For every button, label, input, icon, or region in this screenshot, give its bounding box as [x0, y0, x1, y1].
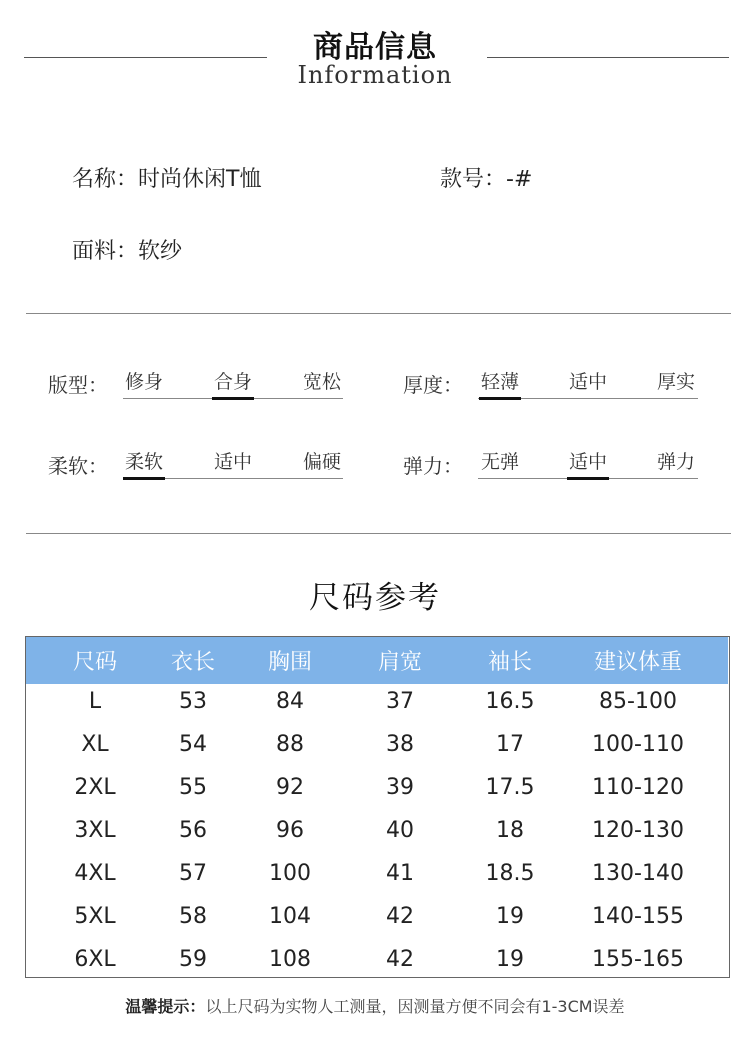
table-cell: XL: [81, 732, 109, 757]
table-cell: L: [88, 689, 102, 714]
attr-option: 适中: [568, 371, 607, 393]
table-cell: 42: [386, 947, 414, 972]
table-cell: 84: [276, 689, 304, 714]
product-name: 名称：时尚休闲T恤: [72, 167, 262, 192]
attr-option: 弹力: [656, 451, 695, 473]
column-header: 建议体重: [593, 650, 682, 675]
column-header: 袖长: [487, 650, 532, 675]
table-cell: 56: [179, 818, 207, 843]
table-cell: 53: [179, 689, 207, 714]
table-cell: 59: [179, 947, 207, 972]
column-header: 肩宽: [377, 650, 422, 675]
size-table-header: [26, 637, 728, 684]
table-cell: 85-100: [599, 689, 677, 714]
attr-label-fit: 版型：: [48, 373, 108, 397]
table-cell: 39: [386, 775, 414, 800]
attr-option: 宽松: [302, 371, 341, 393]
attr-label-elasticity: 弹力：: [403, 454, 463, 478]
table-cell: 17.5: [485, 775, 535, 800]
table-cell: 58: [179, 904, 207, 929]
size-chart-title: 尺码参考: [309, 580, 441, 616]
table-cell: 37: [386, 689, 414, 714]
table-cell: 88: [276, 732, 304, 757]
table-cell: 54: [179, 732, 207, 757]
note-label: 温馨提示：: [125, 997, 206, 1016]
table-cell: 19: [496, 947, 524, 972]
table-cell: 5XL: [74, 904, 116, 929]
table-cell: 92: [276, 775, 304, 800]
attr-option: 适中: [213, 451, 252, 473]
size-table: [25, 636, 730, 978]
table-cell: 2XL: [74, 775, 116, 800]
table-cell: 110-120: [592, 775, 684, 800]
attr-selected-marker: [479, 397, 521, 400]
attr-option: 轻薄: [480, 371, 519, 393]
attr-option: 无弹: [480, 451, 519, 473]
attr-option: 厚实: [656, 371, 695, 393]
table-cell: 100: [269, 861, 311, 886]
table-cell: 41: [386, 861, 414, 886]
table-cell: 18.5: [485, 861, 535, 886]
style-number: 款号：-#: [440, 167, 533, 192]
table-cell: 18: [496, 818, 524, 843]
attr-option: 修身: [124, 371, 163, 393]
fabric: 面料：软纱: [72, 239, 183, 264]
table-cell: 6XL: [74, 947, 116, 972]
attr-label-thickness: 厚度：: [403, 373, 463, 397]
column-header: 胸围: [267, 650, 312, 675]
table-cell: 57: [179, 861, 207, 886]
column-header: 尺码: [72, 650, 117, 675]
size-note: [0, 994, 750, 1017]
note-text: 以上尺码为实物人工测量，因测量方便不同会有1-3CM误差: [205, 997, 625, 1016]
table-cell: 108: [269, 947, 311, 972]
table-cell: 130-140: [592, 861, 684, 886]
table-cell: 42: [386, 904, 414, 929]
attr-option: 适中: [568, 451, 607, 473]
section-subtitle-information: Information: [297, 61, 453, 89]
attr-label-softness: 柔软：: [48, 454, 108, 478]
table-cell: 100-110: [592, 732, 684, 757]
column-header: 衣长: [170, 650, 215, 675]
table-cell: 140-155: [592, 904, 684, 929]
attr-selected-marker: [567, 477, 609, 480]
table-cell: 38: [386, 732, 414, 757]
table-cell: 17: [496, 732, 524, 757]
table-cell: 55: [179, 775, 207, 800]
table-cell: 3XL: [74, 818, 116, 843]
attr-selected-marker: [123, 477, 165, 480]
attr-option: 合身: [213, 371, 252, 393]
attr-option: 柔软: [124, 451, 163, 473]
table-cell: 104: [269, 904, 311, 929]
table-cell: 4XL: [74, 861, 116, 886]
divider-top: [26, 313, 731, 314]
table-cell: 19: [496, 904, 524, 929]
table-cell: 40: [386, 818, 414, 843]
table-cell: 96: [276, 818, 304, 843]
attr-option: 偏硬: [302, 451, 341, 473]
table-cell: 16.5: [485, 689, 535, 714]
divider-bottom: [26, 533, 731, 534]
section-title-product-info: 商品信息: [313, 30, 437, 65]
attr-selected-marker: [212, 397, 254, 400]
table-cell: 155-165: [592, 947, 684, 972]
table-cell: 120-130: [592, 818, 684, 843]
